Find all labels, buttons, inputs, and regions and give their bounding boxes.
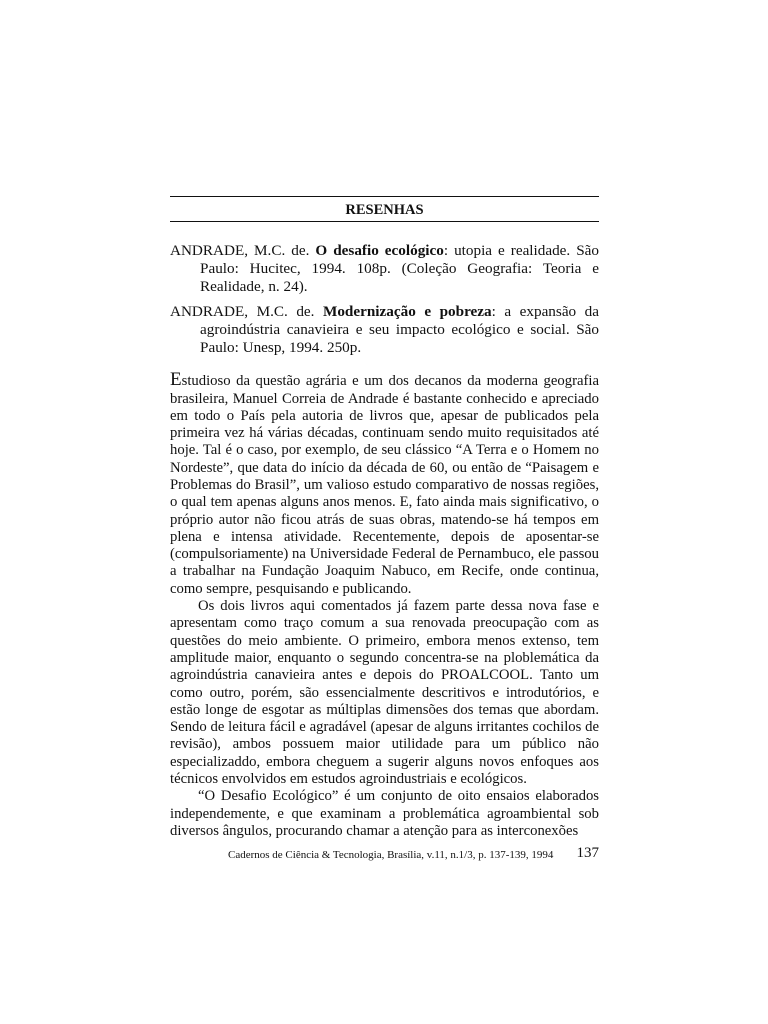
review-body bbox=[170, 371, 599, 840]
page-number: 137 bbox=[576, 845, 599, 861]
reference-entry-1 bbox=[170, 242, 599, 297]
reference-entry-2 bbox=[170, 303, 599, 358]
paragraph-1 bbox=[170, 371, 599, 598]
reference-1-title: O desafio ecológico bbox=[315, 242, 444, 259]
journal-citation: Cadernos de Ciência & Tecnologia, Brasília, v.11, n.1/3, p. 137-139, 1994 bbox=[228, 849, 554, 861]
paragraph-2: Os dois livros aqui comentados já fazem parte dessa nova fase e apresentam como traço comum a sua renovada preocupação com as questões do meio ambiente. O primeiro, embora menos extenso, tem amplitude maior, enquanto o segundo concentra-se na ploblemática da agroindústria canavieira antes e depois do PROALCOOL. Tanto um como outro, porém, são essencialmente descritivos e introdutórios, e estão longe de esgotar as múltiplas dimensões dos temas que abordam. Sendo de leitura fácil e agradável (apesar de alguns irritantes cochilos de revisão), ambos possuem maior utilidade para um público não especializaddo, embora cheguem a sugerir alguns novos enfoques aos técnicos envolvidos em estudos agroindustriais e ecológicos. bbox=[170, 598, 599, 788]
review-page bbox=[170, 196, 599, 840]
reference-1-author: ANDRADE, M.C. de. bbox=[170, 242, 316, 259]
reference-2-details: : a expansão da agroindústria canavieira e seu impacto ecológico e social. São Paulo: Unesp, 1994. 250p. bbox=[200, 302, 600, 357]
paragraph-1-text: studioso da questão agrária e um dos decanos da moderna geografia brasileira, Manuel Correia de Andrade é bastante conhecido e apreciado em todo o País pela autoria de livros que, apesar de publicados pela primeira vez há várias décadas, continuam sendo muito requisitados até hoje. Tal é o caso, por exemplo, de seu clássico “A Terra e o Homem no Nordeste”, que data do início da década de 60, ou então de “Paisagem e Problemas do Brasil”, um valioso estudo comparativo de nossas regiões, o qual tem apenas alguns anos menos. E, fato ainda mais significativo, o próprio autor não ficou atrás de suas obras, matendo-se há tempos em plena e intensa atividade. Recentemente, depois de aposentar-se (compulsoriamente) na Universidade Federal de Pernambuco, ele passou a trabalhar na Fundação Joaquim Nabuco, em Recife, onde continua, como sempre, pesquisando e publicando. bbox=[170, 373, 599, 597]
paragraph-3: “O Desafio Ecológico” é um conjunto de oito ensaios elaborados independemente, e que examinam a problemática agroambiental sob diversos ângulos, procurando chamar a atenção para as interconexões bbox=[170, 788, 599, 839]
reference-2-author: ANDRADE, M.C. de. bbox=[170, 302, 323, 320]
reference-2-title: Modernização e pobreza bbox=[323, 302, 492, 320]
paragraph-1-initial: E bbox=[170, 369, 182, 391]
section-bottom-rule bbox=[170, 221, 599, 222]
section-title: RESENHAS bbox=[345, 202, 424, 218]
reference-1-details: : utopia e realidade. São Paulo: Hucitec, 1994. 108p. (Coleção Geografia: Teoria e Realidade, n. 24). bbox=[200, 242, 599, 296]
